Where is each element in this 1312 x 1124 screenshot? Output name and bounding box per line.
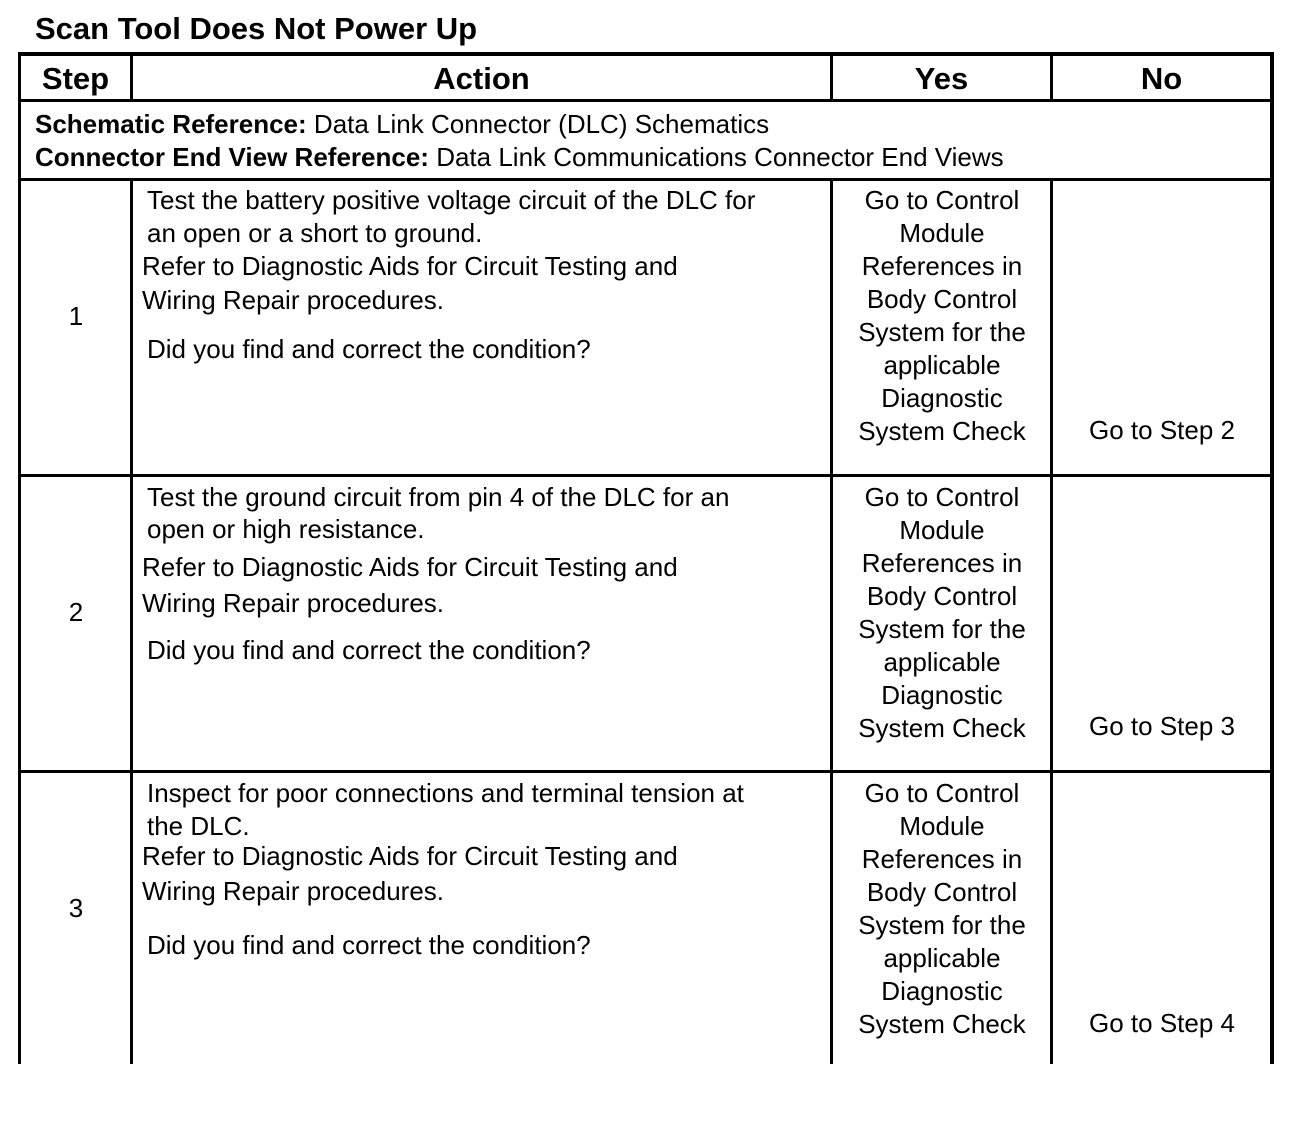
- yes-line: System Check: [858, 1009, 1026, 1039]
- yes-line: Go to Control: [864, 185, 1020, 215]
- yes-line: System Check: [858, 416, 1026, 446]
- action-line: an open or a short to ground.: [147, 218, 483, 248]
- action-line: Wiring Repair procedures.: [142, 588, 445, 618]
- yes-line: Diagnostic: [881, 680, 1003, 710]
- action-line: Inspect for poor connections and terminal tension at: [147, 778, 744, 808]
- action-line: open or high resistance.: [147, 514, 425, 544]
- yes-line: applicable: [883, 350, 1001, 380]
- table-border-right: [1270, 52, 1274, 1064]
- schematic-reference-label: Schematic Reference:: [35, 109, 307, 139]
- yes-line: Body Control: [866, 581, 1018, 611]
- yes-line: Body Control: [866, 877, 1018, 907]
- connector-reference-label: Connector End View Reference:: [35, 142, 429, 172]
- row1-rule: [18, 474, 1274, 477]
- action-line: Refer to Diagnostic Aids for Circuit Testing and: [142, 552, 678, 582]
- action-question: Did you find and correct the condition?: [147, 930, 591, 960]
- page-title: Scan Tool Does Not Power Up: [35, 11, 478, 46]
- action-line: Test the battery positive voltage circuit of the DLC for: [147, 185, 756, 215]
- yes-line: Go to Control: [864, 482, 1020, 512]
- no-cell: Go to Step 4: [1089, 1008, 1235, 1038]
- table-border-left: [18, 52, 21, 1064]
- schematic-reference-value: Data Link Connector (DLC) Schematics: [313, 109, 770, 139]
- reference-rule: [18, 178, 1274, 181]
- step-number: 2: [68, 597, 84, 627]
- no-cell: Go to Step 3: [1089, 711, 1235, 741]
- yes-line: Module: [899, 515, 985, 545]
- action-line: Wiring Repair procedures.: [142, 876, 445, 906]
- action-line: Refer to Diagnostic Aids for Circuit Testing and: [142, 841, 678, 871]
- header-action: Action: [433, 61, 530, 96]
- yes-line: System Check: [858, 713, 1026, 743]
- connector-reference-value: Data Link Communications Connector End Views: [436, 142, 1004, 172]
- yes-line: applicable: [883, 943, 1001, 973]
- action-question: Did you find and correct the condition?: [147, 635, 591, 665]
- yes-line: Diagnostic: [881, 383, 1003, 413]
- yes-line: References in: [861, 251, 1023, 281]
- yes-cell: [834, 481, 1050, 745]
- yes-line: Body Control: [866, 284, 1018, 314]
- yes-line: System for the: [858, 317, 1026, 347]
- yes-line: Module: [899, 218, 985, 248]
- col-rule-step-body: [130, 178, 133, 1064]
- step-number: 3: [68, 893, 84, 923]
- yes-line: applicable: [883, 647, 1001, 677]
- action-line: Test the ground circuit from pin 4 of the DLC for an: [147, 482, 730, 512]
- yes-line: System for the: [858, 910, 1026, 940]
- yes-line: References in: [861, 844, 1023, 874]
- header-no: No: [1140, 61, 1183, 96]
- schematic-reference: [35, 108, 769, 141]
- table-border-top: [18, 52, 1274, 56]
- step-number: 1: [68, 301, 84, 331]
- action-question: Did you find and correct the condition?: [147, 334, 591, 364]
- col-rule-yes-body: [1050, 178, 1053, 1064]
- action-line: Wiring Repair procedures.: [142, 285, 445, 315]
- row2-rule: [18, 770, 1274, 773]
- yes-cell: [834, 777, 1050, 1041]
- col-rule-action-body: [830, 178, 833, 1064]
- connector-reference: [35, 141, 1004, 174]
- yes-line: Go to Control: [864, 778, 1020, 808]
- yes-line: Diagnostic: [881, 976, 1003, 1006]
- header-step: Step: [41, 61, 110, 96]
- yes-cell: [834, 184, 1050, 448]
- no-cell: Go to Step 2: [1089, 415, 1235, 445]
- action-line: the DLC.: [147, 811, 250, 841]
- yes-line: System for the: [858, 614, 1026, 644]
- yes-line: References in: [861, 548, 1023, 578]
- header-yes: Yes: [914, 61, 969, 96]
- action-line: Refer to Diagnostic Aids for Circuit Testing and: [142, 251, 678, 281]
- yes-line: Module: [899, 811, 985, 841]
